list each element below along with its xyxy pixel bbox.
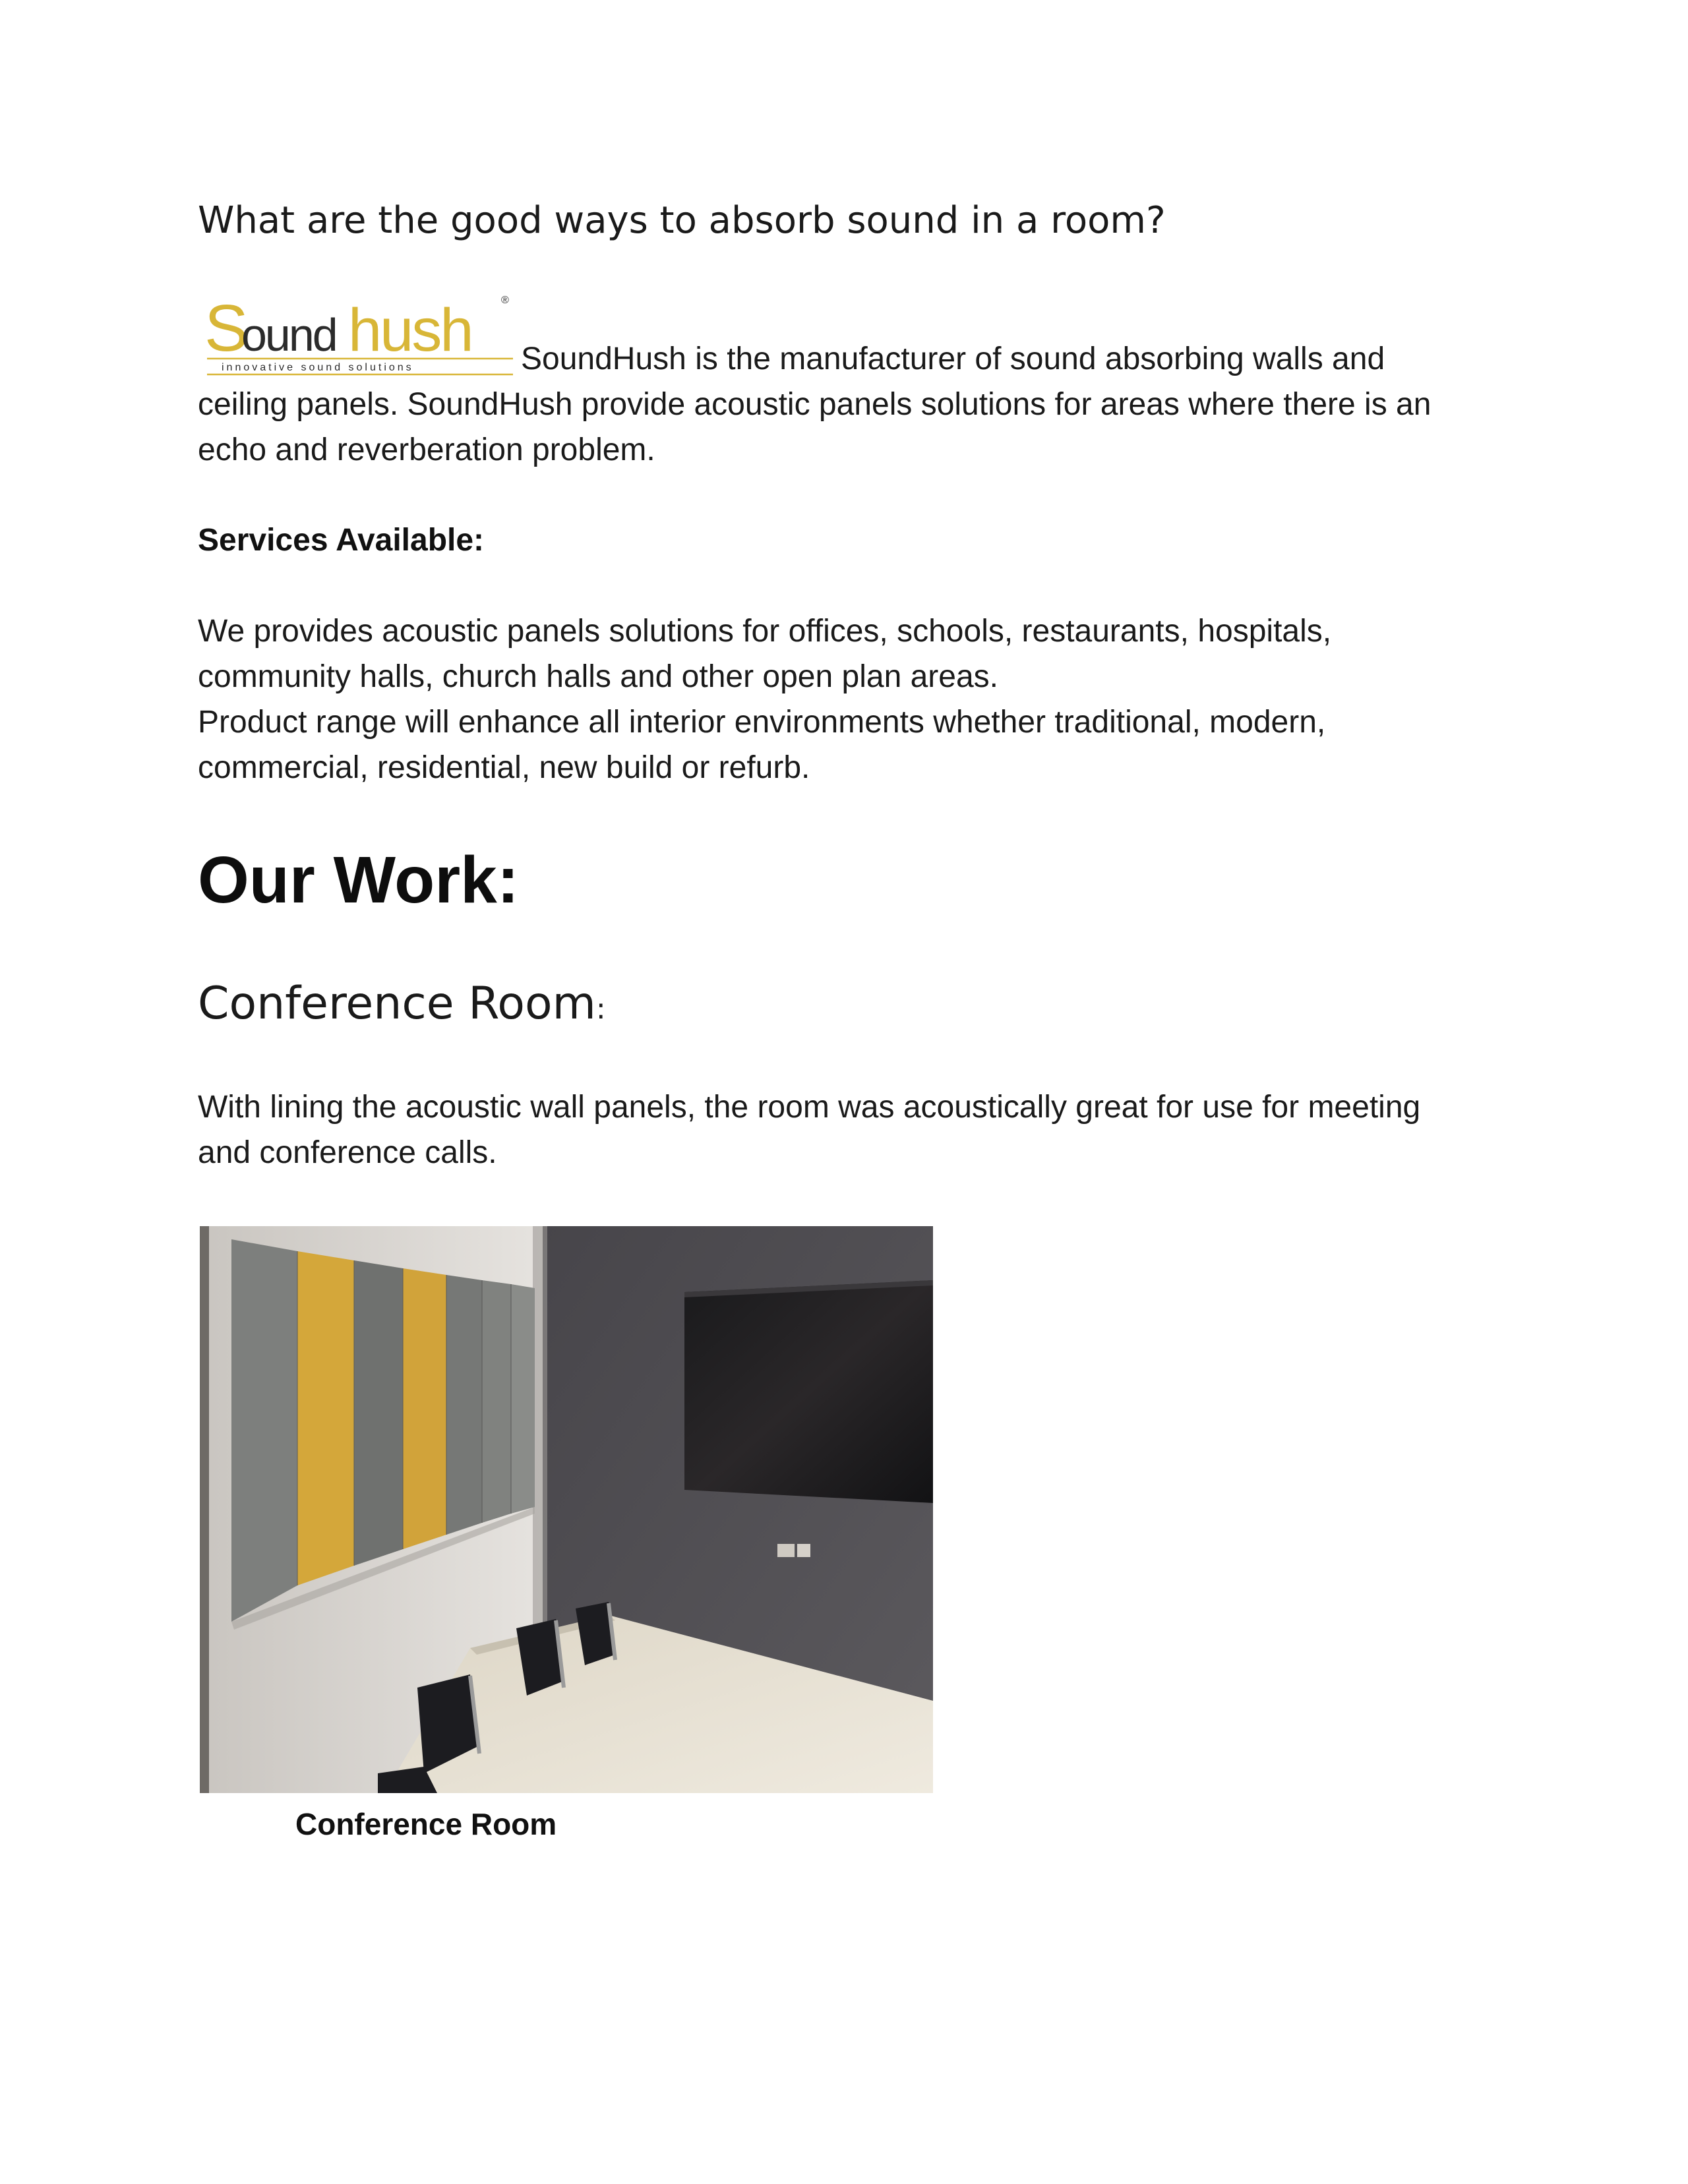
question-title: What are the good ways to absorb sound in a room?	[198, 199, 1166, 242]
services-line-3: Product range will enhance all interior environments whether traditional, modern,	[198, 705, 1326, 740]
conference-line-1: With lining the acoustic wall panels, the room was acoustically great for use for meeting	[198, 1090, 1421, 1125]
services-heading: Services Available:	[198, 523, 485, 558]
svg-text:S: S	[204, 291, 246, 365]
photo-caption: Conference Room	[295, 1807, 557, 1841]
conference-room-heading-colon: :	[595, 992, 606, 1026]
services-line-4: commercial, residential, new build or refurb.	[198, 750, 810, 785]
conference-room-photo	[200, 1226, 933, 1793]
intro-line-2: ceiling panels. SoundHush provide acoustic panels solutions for areas where there is an	[198, 387, 1432, 422]
conference-room-illustration	[200, 1226, 933, 1793]
services-line-1: We provides acoustic panels solutions for offices, schools, restaurants, hospitals,	[198, 614, 1332, 649]
conference-paragraph	[198, 1084, 1517, 1175]
services-line-2: community halls, church halls and other open plan areas.	[198, 659, 999, 694]
intro-line-1: SoundHush is the manufacturer of sound absorbing walls and	[521, 341, 1385, 376]
svg-text:ound: ound	[241, 309, 336, 361]
conference-room-heading-text: Conference Room	[198, 978, 596, 1030]
intro-paragraph	[198, 336, 1517, 473]
svg-text:hush: hush	[348, 297, 472, 364]
intro-line-3: echo and reverberation problem.	[198, 432, 655, 467]
conference-room-heading	[198, 974, 606, 1039]
conference-line-2: and conference calls.	[198, 1135, 497, 1170]
svg-text:®: ®	[501, 295, 509, 306]
services-paragraph	[198, 608, 1517, 790]
our-work-heading: Our Work:	[198, 843, 520, 917]
svg-text:innovative sound solutions: innovative sound solutions	[222, 362, 414, 373]
